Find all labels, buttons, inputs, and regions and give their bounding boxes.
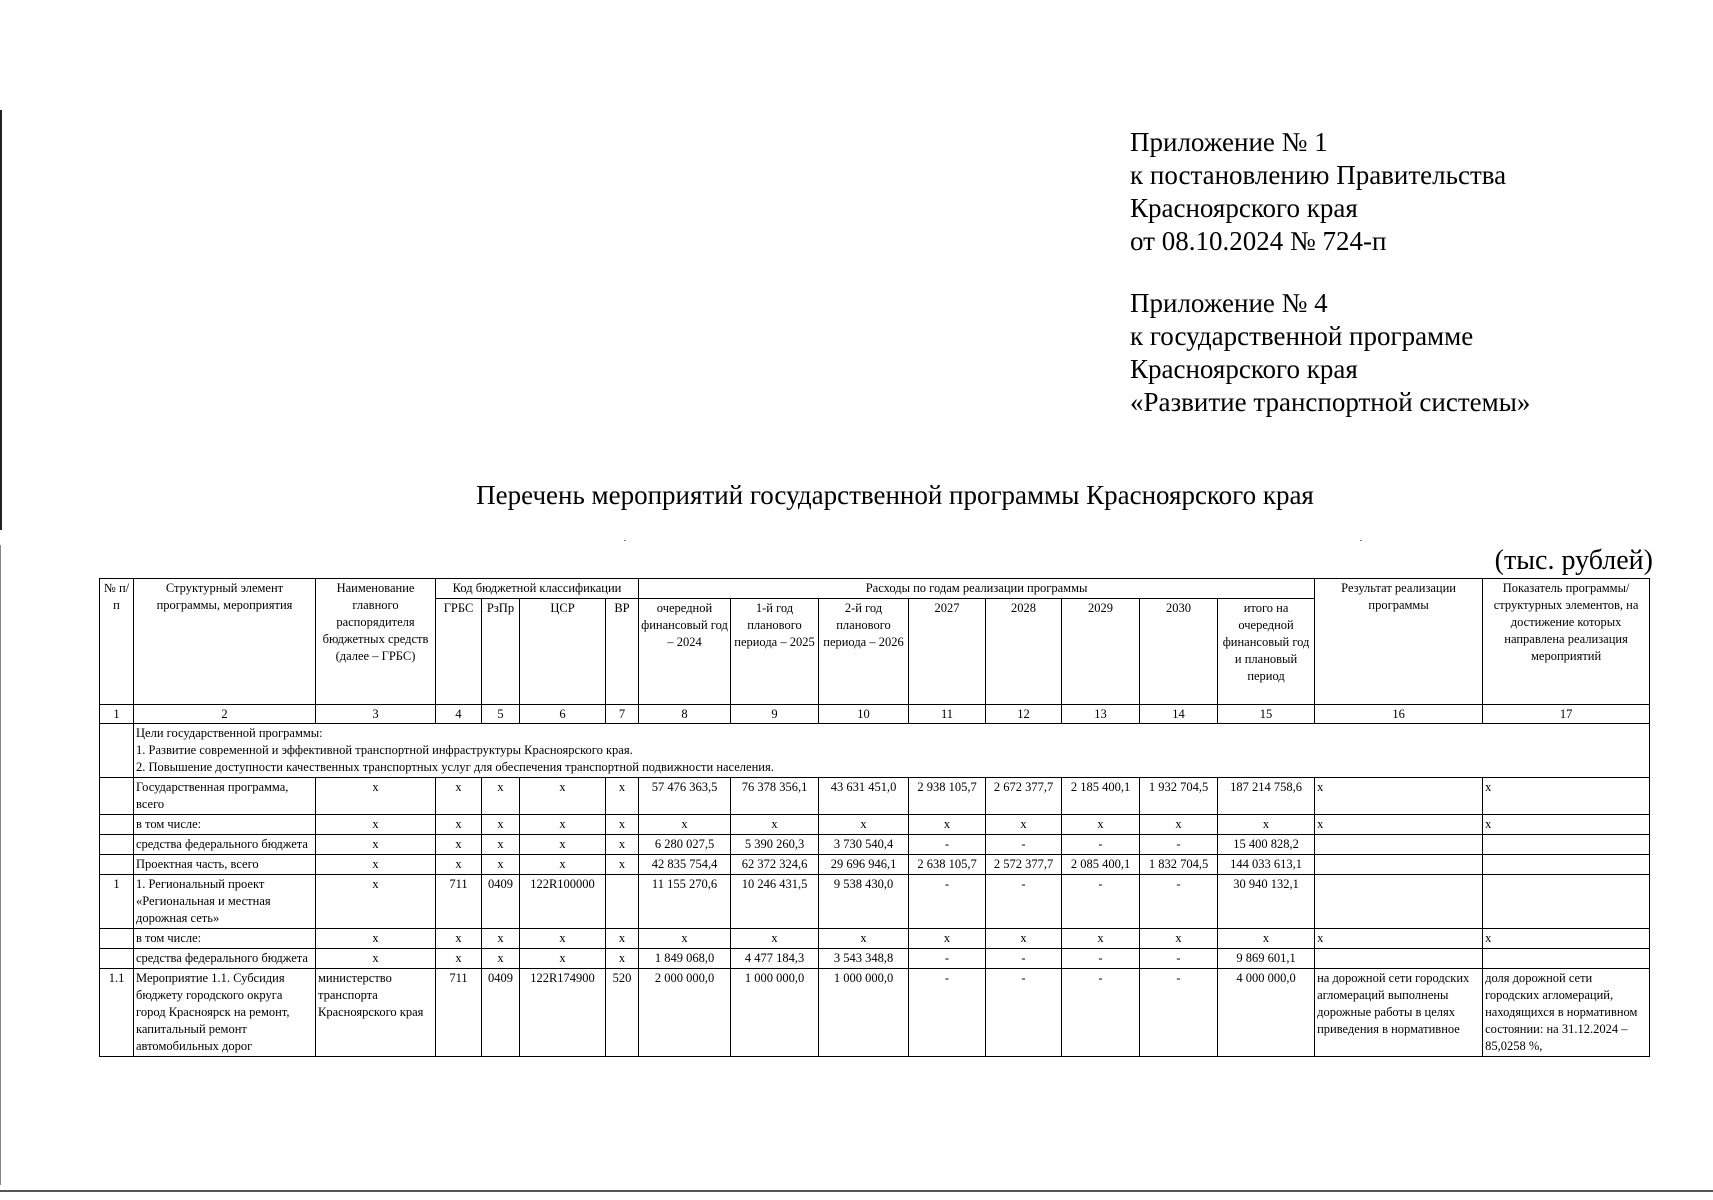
table-row xyxy=(100,969,1650,1057)
units-label: (тыс. рублей) xyxy=(1494,545,1653,576)
table-row xyxy=(100,835,1650,855)
row-value-2029: - xyxy=(1062,949,1140,969)
row-rzpr: x xyxy=(482,855,520,875)
column-number: 8 xyxy=(639,705,731,724)
row-result xyxy=(1315,949,1483,969)
row-vr: x xyxy=(606,815,639,835)
column-number: 4 xyxy=(436,705,482,724)
column-number: 9 xyxy=(731,705,819,724)
row-rzpr: x xyxy=(482,949,520,969)
row-name: Государственная программа, всего xyxy=(134,778,316,815)
row-vr: x xyxy=(606,835,639,855)
row-csr: 122R100000 xyxy=(520,875,606,929)
header-2030: 2030 xyxy=(1140,599,1218,705)
row-value-2027: - xyxy=(909,949,986,969)
measures-table xyxy=(99,578,1650,1057)
goals-cell xyxy=(134,724,1650,778)
row-grbs: x xyxy=(436,835,482,855)
appendix-4-line: к государственной программе xyxy=(1130,321,1474,351)
row-indicator: доля дорожной сети городских агломераций, находящихся в нормативном состоянии: на 31.12.2024 – 85,0258 %, xyxy=(1483,969,1650,1057)
row-number xyxy=(100,949,134,969)
row-csr: x xyxy=(520,949,606,969)
row-value-2027: x xyxy=(909,929,986,949)
row-value-2028: 2 672 377,7 xyxy=(986,778,1062,815)
row-total: 30 940 132,1 xyxy=(1218,875,1315,929)
row-result: x xyxy=(1315,778,1483,815)
column-number: 3 xyxy=(316,705,436,724)
row-value-2028: - xyxy=(986,835,1062,855)
row-grbs: x xyxy=(436,778,482,815)
row-value-2030: x xyxy=(1140,929,1218,949)
row-grbs: x xyxy=(436,855,482,875)
appendix-4-block xyxy=(1130,287,1530,419)
row-value-2030: - xyxy=(1140,949,1218,969)
header-result: Результат реализации программы xyxy=(1315,579,1483,705)
column-number-row xyxy=(100,705,1650,724)
row-vr: 520 xyxy=(606,969,639,1057)
row-grbs-name: x xyxy=(316,855,436,875)
row-value-2024: 2 000 000,0 xyxy=(639,969,731,1057)
row-result xyxy=(1315,835,1483,855)
appendix-4-line: Красноярского края xyxy=(1130,354,1358,384)
column-number: 13 xyxy=(1062,705,1140,724)
row-grbs: x xyxy=(436,949,482,969)
row-value-2029: - xyxy=(1062,875,1140,929)
header-2027: 2027 xyxy=(909,599,986,705)
row-grbs-name: x xyxy=(316,875,436,929)
row-value-2025: 76 378 356,1 xyxy=(731,778,819,815)
row-value-2029: x xyxy=(1062,815,1140,835)
header-grbs-name: Наименование главного распорядителя бюджетных средств (далее – ГРБС) xyxy=(316,579,436,705)
goals-heading: Цели государственной программы: xyxy=(136,726,323,740)
header-vr: ВР xyxy=(606,599,639,705)
row-value-2026: 29 696 946,1 xyxy=(819,855,909,875)
scan-bottom-edge xyxy=(0,1190,1713,1192)
row-value-2030: x xyxy=(1140,815,1218,835)
goals-row xyxy=(100,724,1650,778)
row-csr: x xyxy=(520,778,606,815)
row-grbs: 711 xyxy=(436,875,482,929)
table-row xyxy=(100,778,1650,815)
row-value-2030: 1 932 704,5 xyxy=(1140,778,1218,815)
row-grbs-name: x xyxy=(316,778,436,815)
row-total: 144 033 613,1 xyxy=(1218,855,1315,875)
document-title: Перечень мероприятий государственной программы Красноярского края xyxy=(476,480,1314,510)
row-result xyxy=(1315,855,1483,875)
row-indicator xyxy=(1483,855,1650,875)
row-total: 9 869 601,1 xyxy=(1218,949,1315,969)
column-number: 17 xyxy=(1483,705,1650,724)
goal-item: 1. Развитие современной и эффективной транспортной инфраструктуры Красноярского края. xyxy=(136,743,633,757)
row-value-2025: 5 390 260,3 xyxy=(731,835,819,855)
row-name: средства федерального бюджета xyxy=(134,949,316,969)
row-value-2027: x xyxy=(909,815,986,835)
column-number: 5 xyxy=(482,705,520,724)
row-csr: x xyxy=(520,929,606,949)
row-grbs: x xyxy=(436,815,482,835)
row-value-2028: x xyxy=(986,815,1062,835)
row-value-2024: 11 155 270,6 xyxy=(639,875,731,929)
row-number: 1.1 xyxy=(100,969,134,1057)
table-row xyxy=(100,855,1650,875)
row-value-2027: 2 638 105,7 xyxy=(909,855,986,875)
header-expenses: Расходы по годам реализации программы xyxy=(639,579,1315,599)
row-value-2025: 1 000 000,0 xyxy=(731,969,819,1057)
row-value-2030: - xyxy=(1140,875,1218,929)
header-total: итого на очередной финансовый год и плановый период xyxy=(1218,599,1315,705)
row-name: средства федерального бюджета xyxy=(134,835,316,855)
appendix-1-line: от 08.10.2024 № 724-п xyxy=(1130,226,1387,256)
row-value-2025: 62 372 324,6 xyxy=(731,855,819,875)
row-value-2027: 2 938 105,7 xyxy=(909,778,986,815)
row-value-2027: - xyxy=(909,835,986,855)
row-rzpr: x xyxy=(482,778,520,815)
scan-speck xyxy=(624,540,626,541)
row-name: Мероприятие 1.1. Субсидия бюджету городского округа город Красноярск на ремонт, капитальный ремонт автомобильных дорог xyxy=(134,969,316,1057)
header-2024: очередной финансовый год – 2024 xyxy=(639,599,731,705)
row-vr: x xyxy=(606,855,639,875)
row-number: 1 xyxy=(100,875,134,929)
row-name: Проектная часть, всего xyxy=(134,855,316,875)
row-value-2028: x xyxy=(986,929,1062,949)
row-value-2028: - xyxy=(986,875,1062,929)
row-rzpr: 0409 xyxy=(482,969,520,1057)
column-number: 12 xyxy=(986,705,1062,724)
row-value-2029: - xyxy=(1062,969,1140,1057)
column-number: 14 xyxy=(1140,705,1218,724)
row-grbs-name: x xyxy=(316,815,436,835)
row-csr: x xyxy=(520,855,606,875)
row-value-2025: x xyxy=(731,929,819,949)
row-value-2030: - xyxy=(1140,835,1218,855)
appendix-4-line: «Развитие транспортной системы» xyxy=(1130,387,1531,417)
row-indicator: x xyxy=(1483,929,1650,949)
row-total: x xyxy=(1218,929,1315,949)
row-value-2028: - xyxy=(986,969,1062,1057)
row-value-2030: - xyxy=(1140,969,1218,1057)
row-grbs-name: x xyxy=(316,835,436,855)
header-code: Код бюджетной классификации xyxy=(436,579,639,599)
header-grbs: ГРБС xyxy=(436,599,482,705)
row-grbs: 711 xyxy=(436,969,482,1057)
column-number: 16 xyxy=(1315,705,1483,724)
row-vr: x xyxy=(606,778,639,815)
row-number xyxy=(100,835,134,855)
header-rzpr: РзПр xyxy=(482,599,520,705)
goal-item: 2. Повышение доступности качественных транспортных услуг для обеспечения транспортной подвижности населения. xyxy=(136,760,774,774)
row-value-2028: - xyxy=(986,949,1062,969)
table-row xyxy=(100,815,1650,835)
row-value-2029: - xyxy=(1062,835,1140,855)
header-2029: 2029 xyxy=(1062,599,1140,705)
row-result xyxy=(1315,875,1483,929)
row-value-2025: x xyxy=(731,815,819,835)
row-value-2029: 2 185 400,1 xyxy=(1062,778,1140,815)
row-value-2026: 3 730 540,4 xyxy=(819,835,909,855)
row-csr: 122R174900 xyxy=(520,969,606,1057)
row-number xyxy=(100,778,134,815)
header-2026: 2-й год планового периода – 2026 xyxy=(819,599,909,705)
row-result: x xyxy=(1315,929,1483,949)
row-value-2027: - xyxy=(909,969,986,1057)
row-number xyxy=(100,929,134,949)
row-value-2024: x xyxy=(639,929,731,949)
row-rzpr: 0409 xyxy=(482,875,520,929)
row-rzpr: x xyxy=(482,929,520,949)
row-vr xyxy=(606,875,639,929)
row-value-2025: 4 477 184,3 xyxy=(731,949,819,969)
row-value-2030: 1 832 704,5 xyxy=(1140,855,1218,875)
scan-edge-line xyxy=(0,545,1,1185)
row-value-2024: 57 476 363,5 xyxy=(639,778,731,815)
row-csr: x xyxy=(520,815,606,835)
row-rzpr: x xyxy=(482,835,520,855)
row-total: 187 214 758,6 xyxy=(1218,778,1315,815)
row-value-2024: 42 835 754,4 xyxy=(639,855,731,875)
row-value-2029: x xyxy=(1062,929,1140,949)
header-2028: 2028 xyxy=(986,599,1062,705)
row-grbs: x xyxy=(436,929,482,949)
row-total: x xyxy=(1218,815,1315,835)
column-number: 2 xyxy=(134,705,316,724)
column-number: 1 xyxy=(100,705,134,724)
row-number xyxy=(100,855,134,875)
header-csr: ЦСР xyxy=(520,599,606,705)
row-name: 1. Региональный проект «Региональная и местная дорожная сеть» xyxy=(134,875,316,929)
row-value-2026: x xyxy=(819,929,909,949)
row-result: x xyxy=(1315,815,1483,835)
row-name: в том числе: xyxy=(134,815,316,835)
row-value-2027: - xyxy=(909,875,986,929)
table-row xyxy=(100,929,1650,949)
table-body xyxy=(100,778,1650,1057)
row-value-2024: 6 280 027,5 xyxy=(639,835,731,855)
row-grbs-name: x xyxy=(316,949,436,969)
row-value-2024: 1 849 068,0 xyxy=(639,949,731,969)
appendix-1-line: Приложение № 1 xyxy=(1130,127,1328,157)
column-number: 11 xyxy=(909,705,986,724)
row-value-2029: 2 085 400,1 xyxy=(1062,855,1140,875)
row-value-2025: 10 246 431,5 xyxy=(731,875,819,929)
header-2025: 1-й год планового периода – 2025 xyxy=(731,599,819,705)
appendix-1-block xyxy=(1130,126,1506,258)
column-number: 10 xyxy=(819,705,909,724)
header-row xyxy=(100,579,1650,599)
column-number: 6 xyxy=(520,705,606,724)
row-indicator: x xyxy=(1483,815,1650,835)
row-indicator xyxy=(1483,875,1650,929)
row-value-2026: 3 543 348,8 xyxy=(819,949,909,969)
table-row xyxy=(100,875,1650,929)
row-rzpr: x xyxy=(482,815,520,835)
appendix-1-line: к постановлению Правительства xyxy=(1130,160,1507,190)
appendix-4-line: Приложение № 4 xyxy=(1130,288,1328,318)
row-value-2026: 1 000 000,0 xyxy=(819,969,909,1057)
row-number xyxy=(100,815,134,835)
header-indicator: Показатель программы/ структурных элементов, на достижение которых направлена реализация мероприятий xyxy=(1483,579,1650,705)
row-vr: x xyxy=(606,929,639,949)
row-value-2026: 9 538 430,0 xyxy=(819,875,909,929)
row-name: в том числе: xyxy=(134,929,316,949)
row-csr: x xyxy=(520,835,606,855)
scan-edge-line xyxy=(0,110,2,530)
scan-speck xyxy=(1360,540,1362,541)
row-total: 4 000 000,0 xyxy=(1218,969,1315,1057)
row-result: на дорожной сети городских агломераций выполнены дорожные работы в целях приведения в нормативное xyxy=(1315,969,1483,1057)
row-indicator: x xyxy=(1483,778,1650,815)
row-indicator xyxy=(1483,835,1650,855)
row-value-2024: x xyxy=(639,815,731,835)
row-value-2026: x xyxy=(819,815,909,835)
row-grbs-name: x xyxy=(316,929,436,949)
appendix-1-line: Красноярского края xyxy=(1130,193,1358,223)
row-total: 15 400 828,2 xyxy=(1218,835,1315,855)
column-number: 15 xyxy=(1218,705,1315,724)
header-no: № п/п xyxy=(100,579,134,705)
row-indicator xyxy=(1483,949,1650,969)
column-number: 7 xyxy=(606,705,639,724)
row-grbs-name: министерство транспорта Красноярского края xyxy=(316,969,436,1057)
row-value-2028: 2 572 377,7 xyxy=(986,855,1062,875)
row-vr: x xyxy=(606,949,639,969)
header-element: Структурный элемент программы, мероприятия xyxy=(134,579,316,705)
row-value-2026: 43 631 451,0 xyxy=(819,778,909,815)
table-row xyxy=(100,949,1650,969)
